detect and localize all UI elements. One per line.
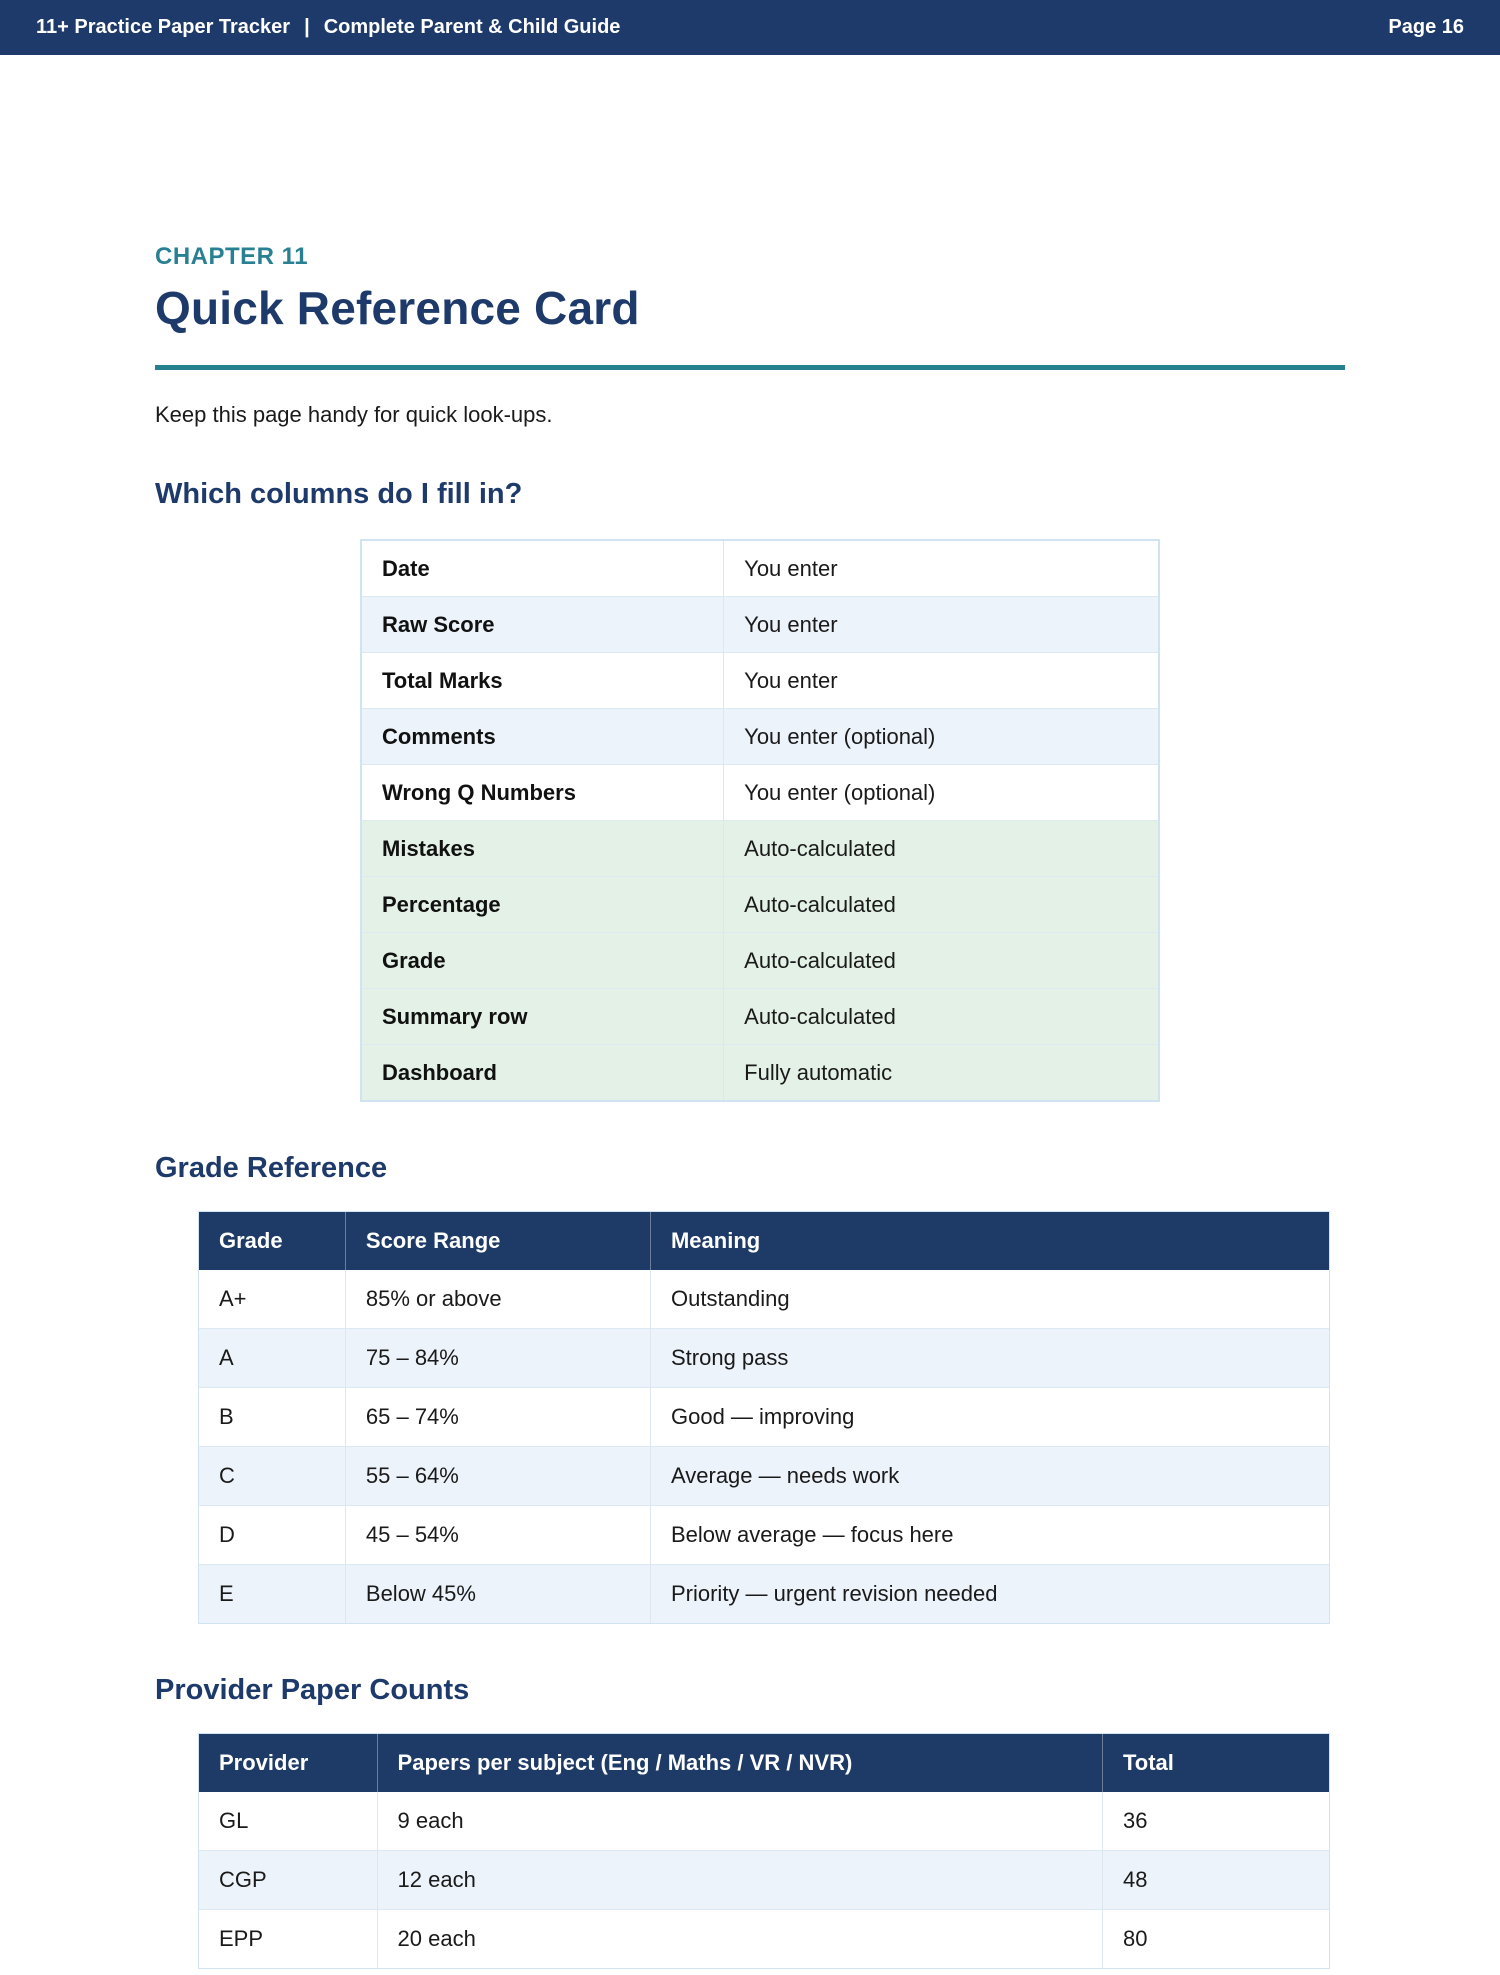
range-cell: 55 – 64% — [346, 1447, 651, 1505]
row-value: Auto-calculated — [744, 1003, 896, 1029]
range-cell: 85% or above — [346, 1270, 651, 1328]
section-heading-grades: Grade Reference — [155, 1152, 388, 1184]
column-header-meaning: Meaning — [670, 1228, 761, 1253]
chapter-eyebrow: CHAPTER 11 — [155, 243, 309, 270]
table-row — [199, 1270, 1329, 1329]
column-header-provider: Provider — [199, 1734, 378, 1792]
total-cell: 48 — [1122, 1867, 1148, 1892]
column-header-papers: Papers per subject (Eng / Maths / VR / NVR) — [378, 1734, 1103, 1792]
table-row — [362, 989, 1158, 1045]
papers-cell: 20 each — [378, 1910, 1103, 1968]
table-row — [362, 1045, 1158, 1100]
row-value: Auto-calculated — [744, 891, 896, 917]
row-label: Raw Score — [362, 597, 724, 652]
column-header-score-range: Score Range — [346, 1212, 651, 1270]
range-cell: Below 45% — [346, 1565, 651, 1623]
table-row — [199, 1565, 1329, 1623]
table-header-row — [199, 1734, 1329, 1792]
table-row — [362, 821, 1158, 877]
meaning-cell: Priority — urgent revision needed — [670, 1581, 998, 1606]
grade-cell: D — [199, 1506, 346, 1564]
papers-cell: 12 each — [378, 1851, 1103, 1909]
table-row — [199, 1910, 1329, 1968]
grade-cell: A — [199, 1329, 346, 1387]
columns-table — [360, 539, 1160, 1102]
grade-cell: C — [199, 1447, 346, 1505]
document-title — [36, 16, 620, 39]
row-label: Comments — [362, 709, 724, 764]
section-heading-columns: Which columns do I fill in? — [155, 478, 523, 510]
document-title-main: 11+ Practice Paper Tracker — [36, 16, 291, 38]
row-label: Total Marks — [362, 653, 724, 708]
row-value: You enter — [744, 667, 838, 693]
document-title-sub: Complete Parent & Child Guide — [323, 16, 621, 38]
table-row — [362, 709, 1158, 765]
provider-cell: CGP — [199, 1851, 378, 1909]
range-cell: 65 – 74% — [346, 1388, 651, 1446]
table-row — [362, 877, 1158, 933]
meaning-cell: Good — improving — [670, 1404, 855, 1429]
grade-reference-table — [198, 1211, 1330, 1624]
table-row — [199, 1506, 1329, 1565]
section-heading-providers: Provider Paper Counts — [155, 1674, 470, 1706]
page-number: Page 16 — [1388, 16, 1464, 38]
meaning-cell: Average — needs work — [670, 1463, 900, 1488]
row-label: Grade — [362, 933, 724, 988]
table-row — [199, 1447, 1329, 1506]
table-header-row — [199, 1212, 1329, 1270]
row-value: You enter (optional) — [744, 779, 936, 805]
range-cell: 75 – 84% — [346, 1329, 651, 1387]
row-value: You enter — [744, 611, 838, 637]
total-cell: 80 — [1122, 1926, 1148, 1951]
grade-cell: A+ — [199, 1270, 346, 1328]
meaning-cell: Below average — focus here — [670, 1522, 954, 1547]
table-row — [362, 933, 1158, 989]
table-row — [362, 765, 1158, 821]
title-rule — [155, 365, 1345, 370]
intro-text: Keep this page handy for quick look-ups. — [155, 402, 553, 427]
provider-cell: GL — [199, 1792, 378, 1850]
column-header-grade: Grade — [199, 1212, 346, 1270]
row-label: Summary row — [362, 989, 724, 1044]
page-content — [0, 55, 1500, 1969]
row-value: You enter — [744, 555, 838, 581]
grade-cell: B — [199, 1388, 346, 1446]
row-label: Mistakes — [362, 821, 724, 876]
meaning-cell: Outstanding — [670, 1286, 790, 1311]
row-label: Dashboard — [362, 1045, 724, 1100]
table-row — [199, 1792, 1329, 1851]
row-value: Fully automatic — [744, 1059, 893, 1085]
provider-counts-table — [198, 1733, 1330, 1969]
table-row — [362, 541, 1158, 597]
table-row — [362, 597, 1158, 653]
row-label: Date — [362, 541, 724, 596]
page-header-bar — [0, 0, 1500, 55]
title-divider: | — [304, 16, 310, 38]
meaning-cell: Strong pass — [670, 1345, 789, 1370]
row-value: You enter (optional) — [744, 723, 936, 749]
column-header-total: Total — [1122, 1750, 1174, 1775]
table-row — [362, 653, 1158, 709]
row-value: Auto-calculated — [744, 947, 896, 973]
row-label: Wrong Q Numbers — [362, 765, 724, 820]
provider-cell: EPP — [199, 1910, 378, 1968]
page-title: Quick Reference Card — [155, 282, 640, 334]
range-cell: 45 – 54% — [346, 1506, 651, 1564]
table-row — [199, 1388, 1329, 1447]
row-label: Percentage — [362, 877, 724, 932]
row-value: Auto-calculated — [744, 835, 896, 861]
table-row — [199, 1329, 1329, 1388]
total-cell: 36 — [1122, 1808, 1148, 1833]
papers-cell: 9 each — [378, 1792, 1103, 1850]
grade-cell: E — [199, 1565, 346, 1623]
table-row — [199, 1851, 1329, 1910]
